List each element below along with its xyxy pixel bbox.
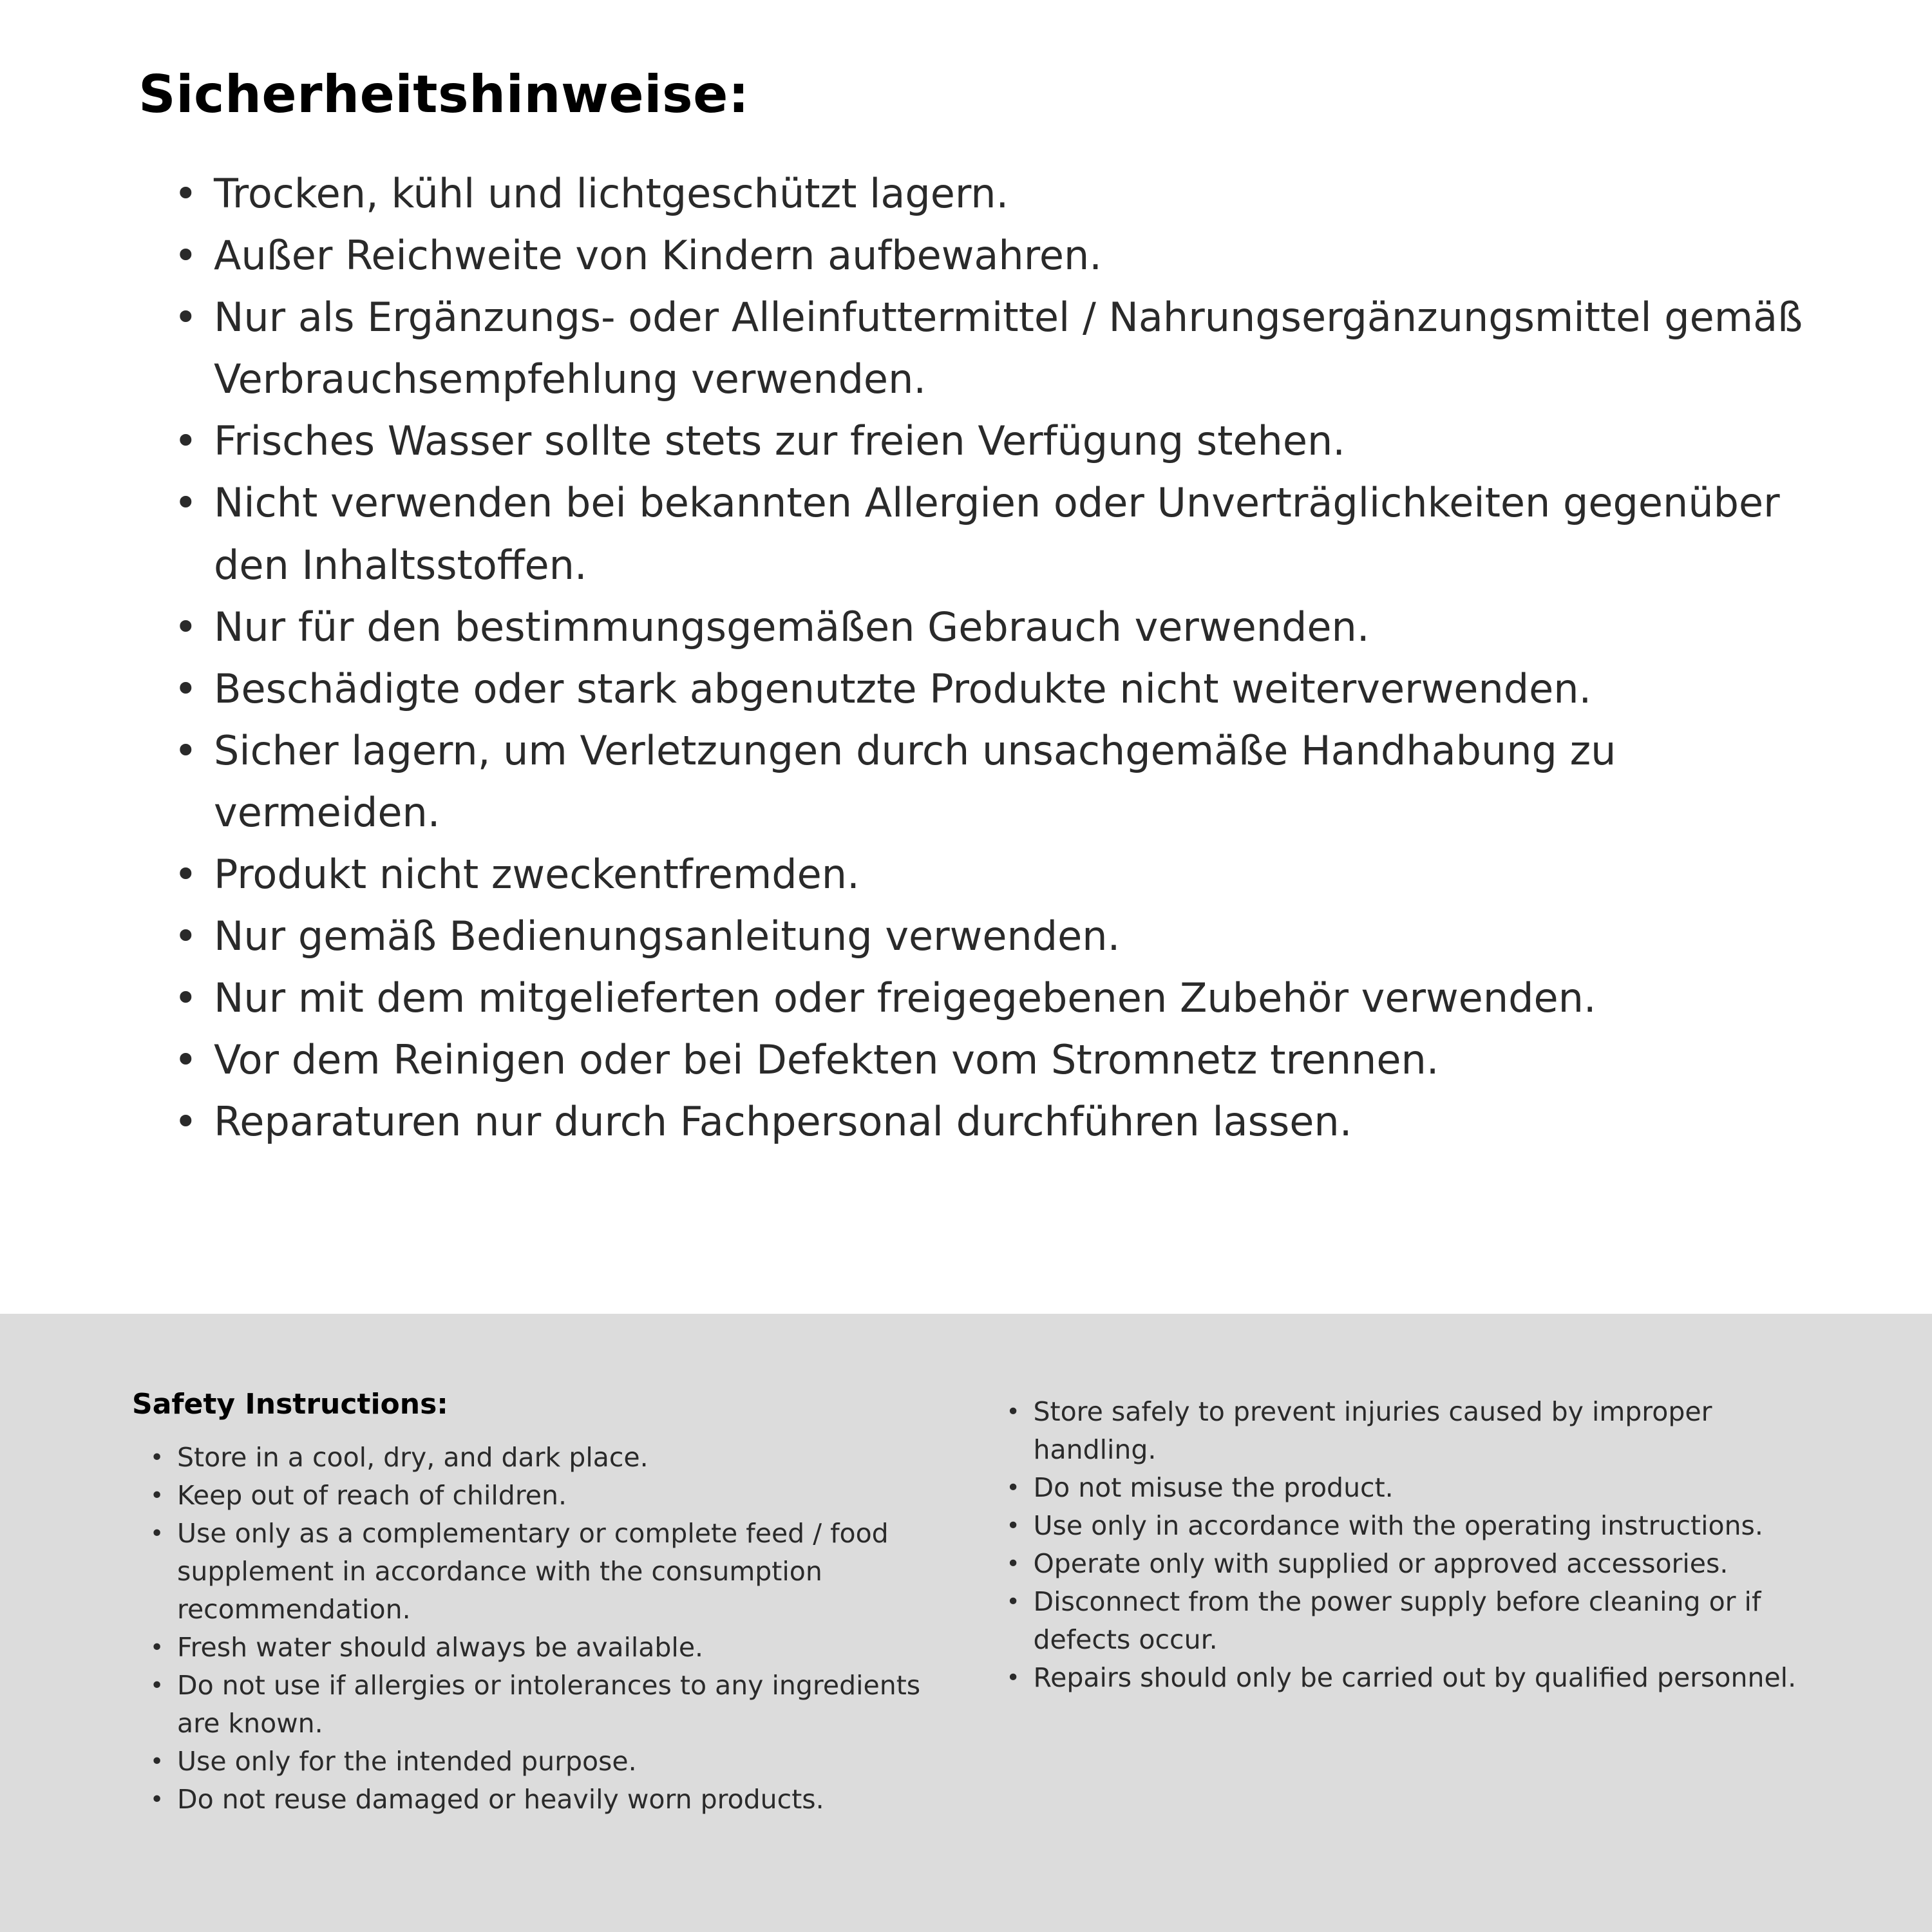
list-item: • Keep out of reach of children. <box>150 1477 923 1515</box>
list-item: • Nur als Ergänzungs- oder Alleinfuttermittel / Nahrungsergänzungsmittel gemäß Verbrauchsempfehlung verwenden. <box>174 287 1803 410</box>
list-item: • Do not use if allergies or intolerances to any ingredients are known. <box>150 1667 923 1743</box>
english-safety-list-left <box>150 1439 923 1819</box>
english-left-column <box>132 1388 923 1880</box>
german-safety-list <box>174 163 1803 1153</box>
list-item: • Reparaturen nur durch Fachpersonal durchführen lassen. <box>174 1091 1803 1153</box>
english-section-title: Safety Instructions: <box>132 1388 448 1421</box>
list-item: • Sicher lagern, um Verletzungen durch unsachgemäße Handhabung zu vermeiden. <box>174 720 1803 844</box>
list-item: • Nur mit dem mitgelieferten oder freigegebenen Zubehör verwenden. <box>174 967 1803 1029</box>
list-item: • Produkt nicht zweckentfremden. <box>174 844 1803 905</box>
list-item: • Store safely to prevent injuries caused by improper handling. <box>1007 1393 1797 1469</box>
list-item: • Vor dem Reinigen oder bei Defekten vom Stromnetz trennen. <box>174 1029 1803 1091</box>
list-item: • Repairs should only be carried out by qualified personnel. <box>1007 1659 1797 1697</box>
list-item: • Use only for the intended purpose. <box>150 1743 923 1781</box>
list-item: • Use only as a complementary or complete feed / food supplement in accordance with the consumption recommendation. <box>150 1515 923 1629</box>
list-item: • Store in a cool, dry, and dark place. <box>150 1439 923 1477</box>
list-item: • Nur gemäß Bedienungsanleitung verwenden. <box>174 905 1803 967</box>
list-item: • Außer Reichweite von Kindern aufbewahren. <box>174 225 1803 287</box>
list-item: • Disconnect from the power supply before cleaning or if defects occur. <box>1007 1583 1797 1659</box>
list-item: • Nicht verwenden bei bekannten Allergien oder Unverträglichkeiten gegenüber den Inhaltsstoffen. <box>174 472 1803 596</box>
list-item: • Beschädigte oder stark abgenutzte Produkte nicht weiterverwenden. <box>174 658 1803 720</box>
english-safety-list-right <box>1007 1393 1797 1697</box>
list-item: • Frisches Wasser sollte stets zur freien Verfügung stehen. <box>174 410 1803 472</box>
german-section-title: Sicherheitshinweise: <box>138 64 750 124</box>
list-item: • Use only in accordance with the operating instructions. <box>1007 1507 1797 1545</box>
list-item: • Do not reuse damaged or heavily worn products. <box>150 1781 923 1819</box>
english-safety-section <box>0 1314 1932 1932</box>
list-item: • Operate only with supplied or approved accessories. <box>1007 1545 1797 1583</box>
list-item: • Trocken, kühl und lichtgeschützt lagern. <box>174 163 1803 225</box>
english-right-column <box>1007 1388 1797 1880</box>
list-item: • Nur für den bestimmungsgemäßen Gebrauch verwenden. <box>174 596 1803 658</box>
list-item: • Fresh water should always be available. <box>150 1629 923 1667</box>
list-item: • Do not misuse the product. <box>1007 1469 1797 1507</box>
